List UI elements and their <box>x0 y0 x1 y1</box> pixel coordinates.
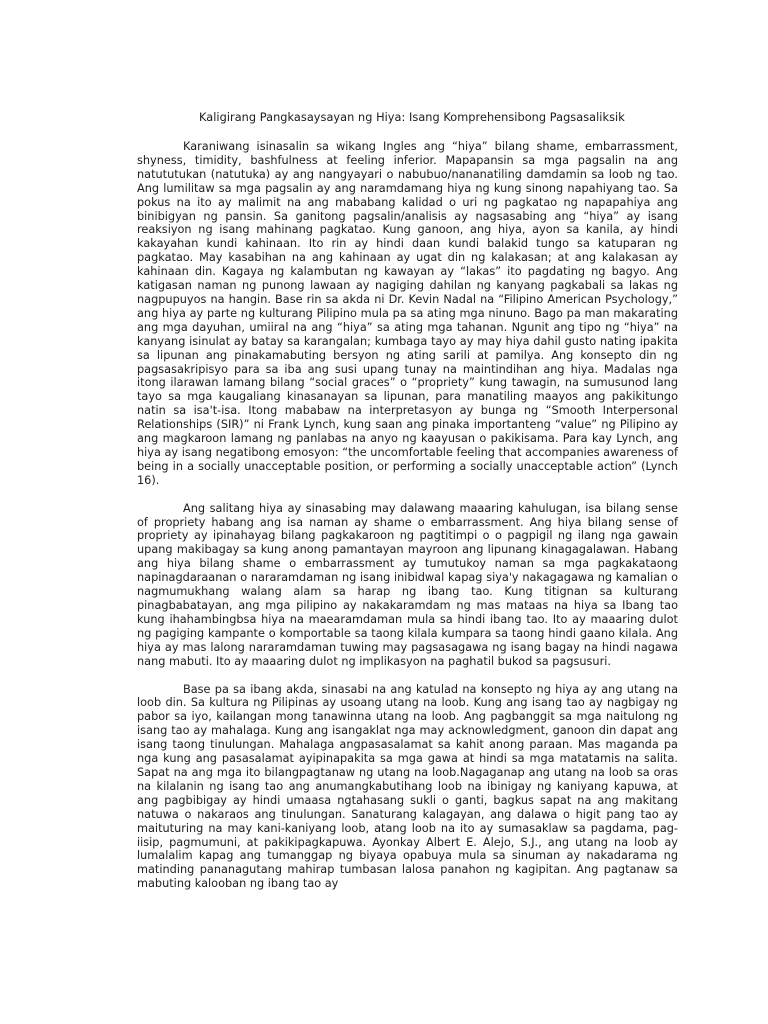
paragraph-1: Karaniwang isinasalin sa wikang Ingles ang “hiya” bilang shame, embarrassment, shyness, timidity, bashfulness at feeling inferior. Mapapansin sa mga pagsalin na ang natututukan (natutuka) ay ang nangyayari o nabubuo/nananatiling damdamin sa loob ng tao. Ang lumilitaw sa mga pagsalin ay ang naramdamang hiya ng kung sinong napahiyang tao. Sa pokus na ito ay malimit na ang mababang kalidad o uri ng pagkatao ng napapahiya ang binibigyan ng pansin. Sa ganitong pagsalin/analisis ay nagsasabing ang “hiya” ay isang reaksiyon ng isang mahinang pagkatao. Kung ganoon, ang hiya, ayon sa kanila, ay hindi kakayahan kundi kahinaan. Ito rin ay hindi daan kundi balakid tungo sa katuparan ng pagkatao. May kasabihan na ang kahinaan ay ugat din ng kalakasan; at ang kalakasan ay kahinaan din. Kagaya ng kalambutan ng kawayan ay “lakas” ito pagdating ng bagyo. Ang katigasan naman ng punong lawaan ay nagiging dahilan ng kanyang pagkabali sa lakas ng nagpupuyos na hangin. Base rin sa akda ni Dr. Kevin Nadal na “Filipino American Psychology,” ang hiya ay parte ng kulturang Pilipino mula pa sa ating mga ninuno. Bago pa man makarating ang mga dayuhan, umiiral na ang “hiya” sa ating mga tahanan. Ngunit ang tipo ng “hiya” na kanyang isinulat ay batay sa karangalan; kumbaga tayo ay may hiya dahil gusto nating ipakita sa lipunan ang pinakamabuting bersyon ng ating sarili at pamilya. Ang konsepto din ng pagsasakripisyo para sa iba ang susi upang tunay na maintindihan ang hiya. Madalas nga itong ilarawan lamang bilang “social graces” o “propriety” kung tawagin, na sumusunod lang tayo sa mga kaugaliang kinasanayan sa lipunan, para manatiling maayos ang pakikitungo natin sa isa't-isa. Itong mababaw na interpretasyon ay bunga ng “Smooth Interpersonal Relationships (SIR)” ni Frank Lynch, kung saan ang pinaka importanteng “value” ng Pilipino ay ang magkaroon lamang ng panlabas na anyo ng kaayusan o pakikisama. Para kay Lynch, ang hiya ay isang negatibong emosyon: “the uncomfortable feeling that accompanies awareness of being in a socially unacceptable position, or performing a socially unacceptable action” (Lynch 16). <box>137 140 678 487</box>
paragraph-2: Ang salitang hiya ay sinasabing may dalawang maaaring kahulugan, isa bilang sense of propriety habang ang isa naman ay shame o embarrassment. Ang hiya bilang sense of propriety ay ipinahayag bilang pagkakaroon ng pagtitimpi o o pagpigil ng ilang nga gawain upang makibagay sa kung anong pamantayan mayroon ang lipunang kinagagalawan. Habang ang hiya bilang shame o embarrassment ay tumutukoy naman sa mga pagkakataong napinagdaraanan o nararamdaman ng isang inibidwal kapag siya'y nakagagawa ng kamalian o nagmumukhang walang alam sa harap ng ibang tao. Kung titignan sa kulturang pinagbabatayan, ang mga pilipino ay nakakaramdam ng mas mataas na hiya sa Ibang tao kung ihahambingbsa hiya na maearamdaman mula sa hindi ibang tao. Ito ay maaaring dulot ng pagiging kampante o komportable sa taong kilala kumpara sa taong hindi gaano kilala. Ang hiya ay mas lalong nararamdaman tuwing may pagsasagawa ng isang bagay na hindi nagawa nang mabuti. Ito ay maaaring dulot ng implikasyon na paghatil bukod sa pagsusuri. <box>137 501 678 668</box>
document-body <box>137 111 678 891</box>
document-title: Kaligirang Pangkasaysayan ng Hiya: Isang Komprehensibong Pagsasaliksik <box>199 111 625 124</box>
paragraph-3: Base pa sa ibang akda, sinasabi na ang katulad na konsepto ng hiya ay ang utang na loob din. Sa kultura ng Pilipinas ay usoang utang na loob. Kung ang isang tao ay nagbigay ng pabor sa iyo, kailangan mong tanawinna utang na loob. Ang pagbanggit sa mga naitulong ng isang tao ay mahalaga. Kung ang isangaklat nga may acknowledgment, ganoon din dapat ang isang taong tinulungan. Mahalaga angpasasalamat sa kahit anong paraan. Mas maganda pa nga kung ang pasasalamat ayipinapakita sa mga gawa at hindi sa mga matatamis na salita. Sapat na ang mga ito bilangpagtanaw ng utang na loob.Nagaganap ang utang na loob sa oras na kilalanin ng isang tao ang anumangkabutihang loob na ibinigay ng kaniyang kapuwa, at ang pagbibigay ay hindi umaasa ngtahasang sukli o ganti, bagkus sapat na ang makitang natuwa o nakaraos ang tinulungan. Sanaturang kalagayan, ang dalawa o higit pang tao ay maituturing na may kani-kaniyang loob, atang loob na ito ay sumasaklaw sa pagdama, pag-iisip, pagmumuni, at pakikipagkapuwa. Ayonkay Albert E. Alejo, S.J., ang utang na loob ay lumalalim kapag ang tumanggap ng biyaya opabuya mula sa sinuman ay nakadarama ng matinding pananagutang mahirap tumbasan lalosa panahon ng kagipitan. Ang pagtanaw sa mabuting kalooban ng ibang tao ay <box>137 682 678 891</box>
